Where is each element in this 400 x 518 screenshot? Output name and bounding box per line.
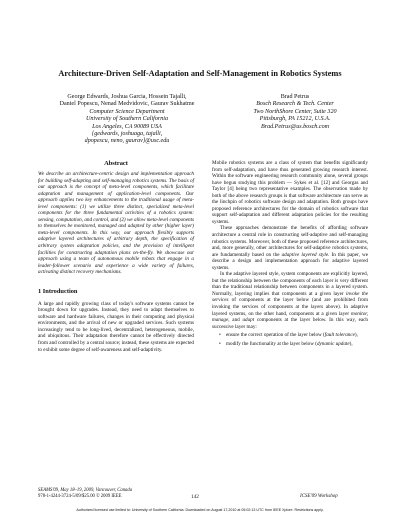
footer-isbn: 978-1-4244-3724-5/09/$25.00 © 2009 IEEE [38,493,122,499]
list-item [226,341,368,348]
bullet-2-text-b: ), [349,340,353,347]
bosch-affiliation-line-1: Bosch Research & Tech. Center [256,101,334,108]
adapt-term: adapt [242,317,255,324]
list-item [226,332,368,339]
right-paragraph-3-text-d: components at the layer below. In this way, each successive layer may: [212,317,368,330]
author-block-usc [38,94,216,146]
introduction-heading: 1 Introduction [38,287,78,295]
paper-title: Architecture-Driven Self-Adaptation and Self-Management in Robotics Systems [58,69,342,78]
layer-capabilities-list [212,332,368,347]
bullet-2-text-a: modify the functionality at the layer below ( [226,340,317,347]
right-paragraph-2-text-a: These approaches demonstrate the benefits of affording software architecture a central role in constructing self-adaptive and self-managing robotics systems. Moreover, both of these proposed reference architectures, and, more generally, other architectures for self-adaptive robotics systems, are fundamentally based on the [212,225,368,258]
right-paragraph-3 [212,271,368,330]
monitor-manage-term: monitor, manage, [212,310,368,324]
right-paragraph-3-text-b: of components at the layer below (and are prohibited from invoking the services of components at the layers above). In adaptive layered systems, on the other hand, components at a given layer [212,297,368,317]
invoke-services-term: invoke the services [212,290,369,304]
author-block-bosch [240,94,350,131]
footer-venue: SEAMS'09, May 18–19, 2009, Vancouver, Canada [38,488,133,493]
introduction-paragraph: A large and rapidly growing class of today's software systems cannot be brought down for upgrades. Instead, they need to adapt themselves to software and hardware failures, changes in their computing and physical environments, and the arrival of new or upgraded services. Such systems increasingly tend to be long-lived, decentralized, heterogeneous, mobile, and ubiquitous. Their adaptation therefore cannot be effectively directed from and controlled by a central source; instead, these systems are expected to exhibit some degree of self-awareness and self-adaptivity. [38,300,194,353]
left-column [38,160,194,353]
dynamic-update-term: dynamic update [316,340,350,347]
right-paragraph-2-text-b: . In this paper, we describe a design and implementation approach for adaptive layered systems. [212,251,368,271]
author-emails-line-2: dpopescu, neno, gaurav}@usc.edu [84,138,170,145]
license-notice: Authorized licensed use limited to: University of Southern California. Downloaded on August 17,2010 at 05:02:13 UTC from IEEE Xplore. Restrictions apply. [76,508,324,512]
bosch-affiliation-line-3: Pittsburgh, PA 15212, U.S.A. [259,116,331,123]
page-number: 142 [191,494,199,500]
author-name-bosch: Brad Petrus [280,94,310,100]
right-paragraph-2 [212,225,368,271]
abstract-body: We describe an architecture-centric design and implementation approach for building self-adapting and self-managing robotics systems. The basis of our approach is the concept of meta-level components, which facilitate adaptation and management of application-level components. Our approach applies two key enhancements to the traditional usage of meta-level components: (1) we utilize three distinct, specialized meta-level components for the three fundamental activities of a robotics system: sensing, computation, and control, and (2) we allow meta-level components to themselves be monitored, managed and adapted by other (higher layer) meta-level components. In this way, our approach flexibly supports adaptive layered architectures of arbitrary depth, the specification of arbitrary system adaptation policies, and the provision of intelligent facilities for constructing adaptation plans on-the-fly. We showcase our approach using a team of autonomous mobile robots that engage in a leader-follower scenario and experience a wide variety of failures, activating distinct recovery mechanisms. [38,171,194,276]
affiliation-line-3: Los Angeles, CA 90089 USA [92,123,162,130]
author-emails-line-1: {gedwards, joshuaga, tajalli, [91,131,163,138]
right-column [212,160,368,349]
affiliation-line-1: Computer Science Department [89,108,165,115]
author-names-line-1: George Edwards, Joshua Garcia, Hossein Tajalli, [67,94,187,100]
bosch-email: Brad.Petrus@us.bosch.com [260,123,330,130]
footer-copyright [38,488,132,500]
abstract-heading: Abstract [104,160,128,167]
bullet-1-text-b: ), [354,332,358,339]
bullet-1-text-a: ensure the correct operation of the layer below ( [226,332,325,339]
right-paragraph-3-text-a: In the adaptive layered style, system components are explicitly layered, but the relationship between the components of each layer is very different than the traditional relationship between components in a layered system. Normally, layering implies that components at a given layer [212,271,368,297]
author-names-line-2: Daniel Popescu, Nenad Medvidovic, Gaurav Sukhatme [59,101,195,108]
adaptive-layered-style-term: adaptive layered style [281,251,329,258]
bosch-affiliation-line-2: Two NorthShore Center, Suite 320 [253,108,337,115]
footer-workshop: ICSE'09 Workshop [300,494,338,499]
right-paragraph-3-text-c: and [229,317,243,324]
right-paragraph-1: Mobile robotics systems are a class of system that benefits significantly from self-adaptation, and have thus generated growing research interest. Within the software engineering research community alone, several groups have begun studying this problem — Sykes et al. [12] and Georgas and Taylor [4] being two representative examples. The observation made by both of the above research groups is that software architecture can serve as the linchpin of robotics software design and adaptation. Both groups have proposed reference architectures for the domain of robotics software that support self-adaptation and different adaptation policies for the resulting systems. [212,160,368,225]
affiliation-line-2: University of Southern California [85,116,169,123]
fault-tolerance-term: fault tolerance [324,332,355,339]
